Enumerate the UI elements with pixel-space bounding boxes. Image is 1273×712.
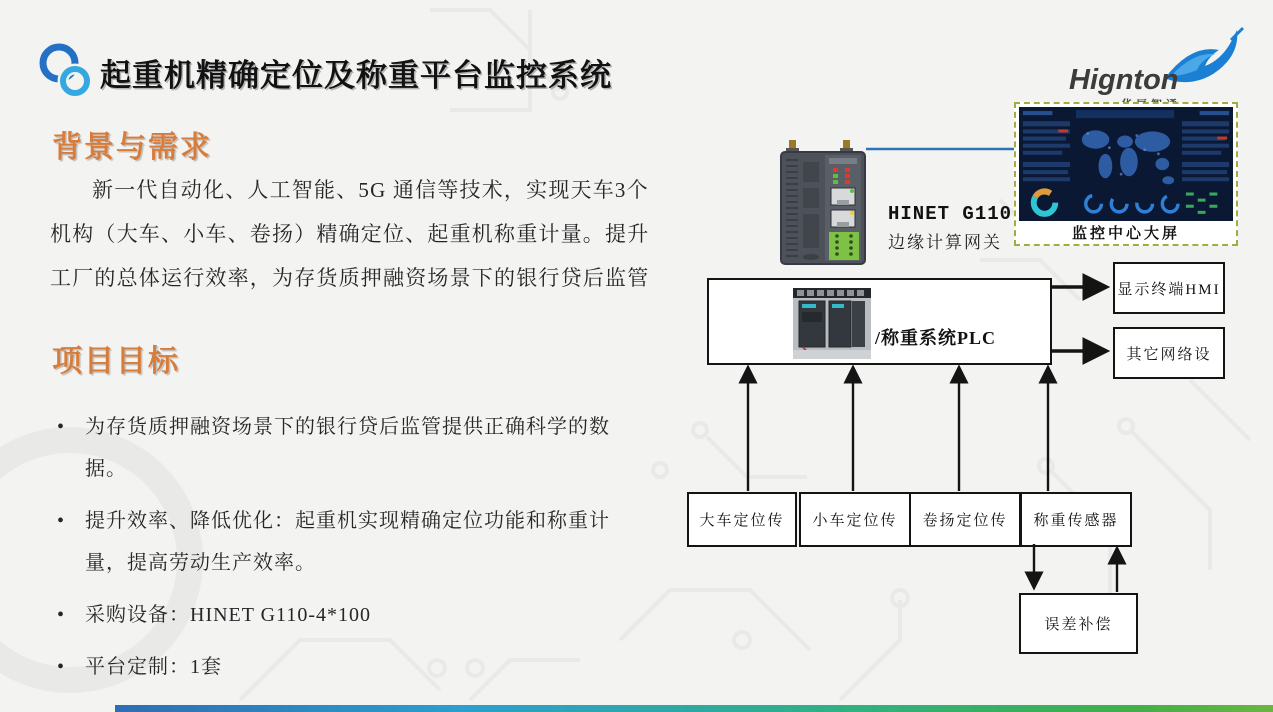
hmi-terminal-box: 显示终端HMI [1113, 262, 1225, 314]
plc-system-box [707, 278, 1052, 365]
plc-photo [793, 288, 871, 359]
goal-bullet-item: • 采购设备：HINET G110-4*100 [55, 594, 643, 636]
background-section-heading: 背景与需求 [52, 131, 212, 164]
goal-bullet-item: • 为存货质押融资场景下的银行贷后监管提供正确科学的数据。 [55, 406, 643, 490]
goal-bullet-item: • 提升效率、降低优化：起重机实现精确定位功能和称重计量，提高劳动生产效率。 [55, 500, 643, 584]
gateway-model-label: HINET G110 [888, 203, 1013, 225]
background-paragraph: 新一代自动化、人工智能、5G 通信等技术，实现天车3个机构（大车、小车、卷扬）精确定位、起重机称重计量。提升工厂的总体运行效率，为存货质押融资场景下的银行贷后监管 [50, 178, 650, 290]
goals-bullet-list [55, 406, 655, 698]
other-network-box: 其它网络设 [1113, 327, 1225, 379]
gateway-type-label: 边缘计算网关 [888, 233, 1002, 252]
goal-bullet-item: • 平台定制：1套 [55, 646, 643, 688]
page-title: 起重机精确定位及称重平台监控系统 [100, 58, 612, 93]
error-compensation-box: 误差补偿 [1019, 593, 1138, 654]
plc-box-label: /称重系统PLC [875, 328, 997, 348]
sensor-box-weighing: 称重传感器 [1020, 492, 1132, 547]
dual-circle-logo-icon [38, 42, 94, 100]
goals-section-heading: 项目目标 [52, 345, 180, 378]
brand-logo [1069, 30, 1239, 104]
monitor-panel [1014, 102, 1238, 246]
dashboard-screenshot [1019, 107, 1233, 221]
monitor-caption: 监控中心大屏 [1071, 225, 1180, 242]
sensor-box-gantry: 大车定位传 [687, 492, 797, 547]
sensor-box-trolley: 小车定位传 [799, 492, 911, 547]
brand-name: Hignton [1069, 64, 1179, 96]
sensor-box-hoist: 卷扬定位传 [909, 492, 1021, 547]
footer-gradient-bar [115, 705, 1273, 712]
gateway-device-image [779, 140, 867, 266]
